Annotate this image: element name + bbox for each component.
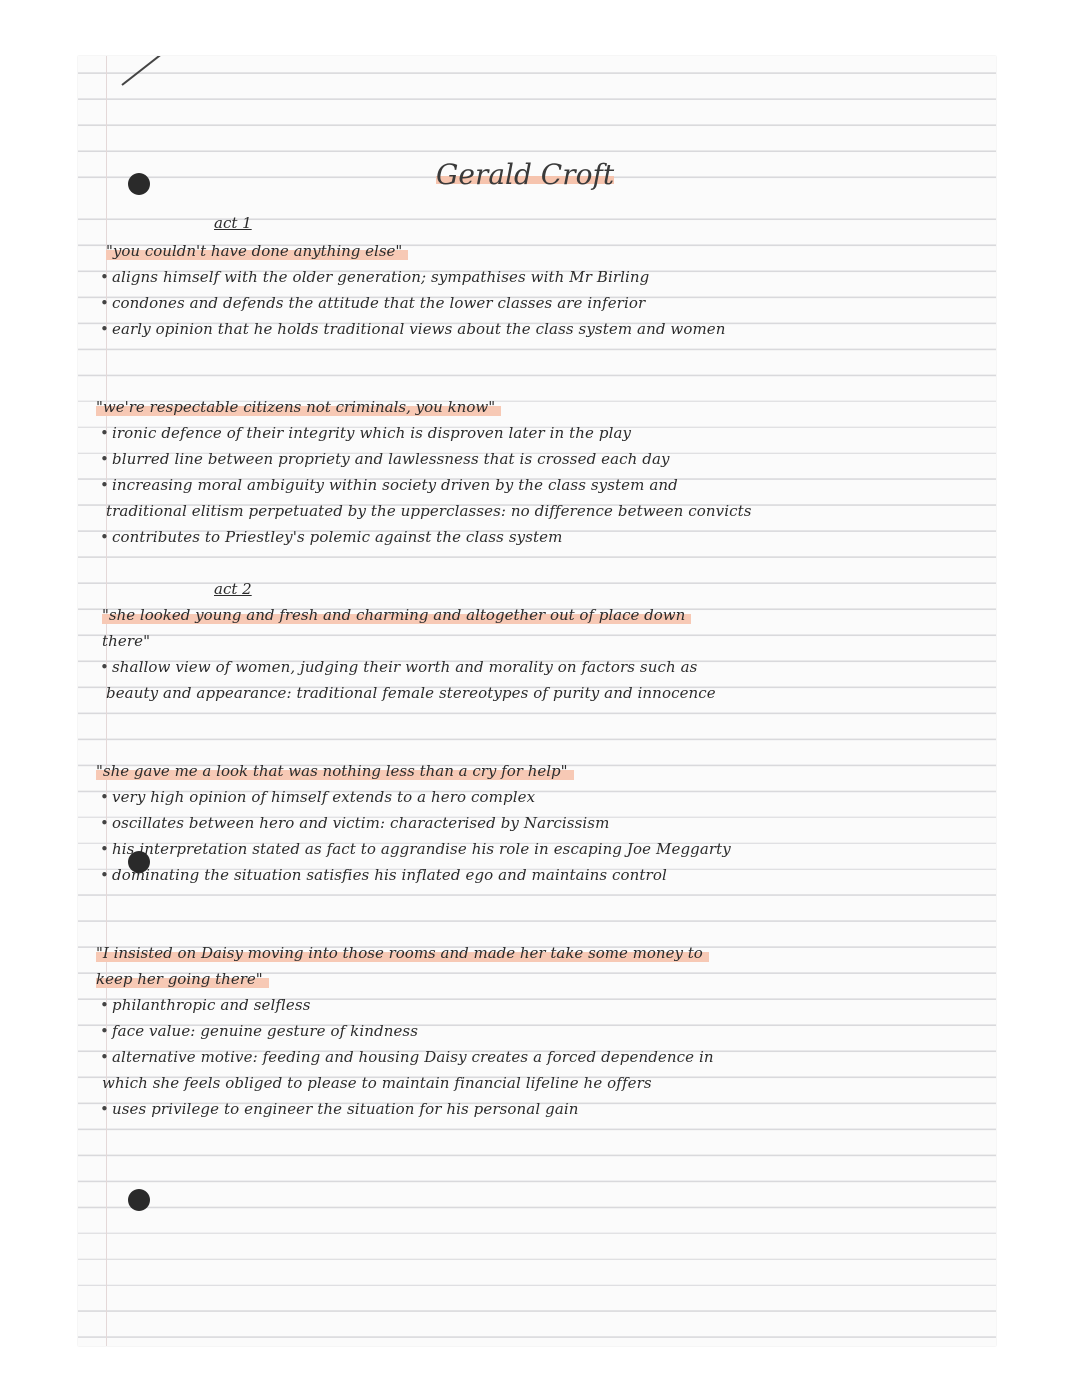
note-1-1: • aligns himself with the older generation; sympathises with Mr Birling xyxy=(112,266,649,288)
punch-hole-top xyxy=(128,173,150,195)
quote-2: "we're respectable citizens not criminals, you know" xyxy=(96,396,501,418)
note-2-1: • ironic defence of their integrity which is disproven later in the play xyxy=(112,422,631,444)
note-4-1: • very high opinion of himself extends to a hero complex xyxy=(112,786,535,808)
quote-4: "she gave me a look that was nothing less than a cry for help" xyxy=(96,760,574,782)
page-title: Gerald Croft xyxy=(436,158,615,191)
note-4-4: • dominating the situation satisfies his inflated ego and maintains control xyxy=(112,864,667,886)
note-1-3: • early opinion that he holds traditional views about the class system and women xyxy=(112,318,726,340)
punch-hole-bottom xyxy=(128,1189,150,1211)
quote-1: "you couldn't have done anything else" xyxy=(106,240,408,262)
quote-3-line-2: there" xyxy=(102,632,151,650)
quote-3-line-1: "she looked young and fresh and charming and altogether out of place down xyxy=(102,604,691,626)
note-3-1-cont: beauty and appearance: traditional female stereotypes of purity and innocence xyxy=(106,684,716,702)
note-2-4: • contributes to Priestley's polemic against the class system xyxy=(112,526,562,548)
note-5-2: • face value: genuine gesture of kindness xyxy=(112,1020,418,1042)
act-2-heading: act 2 xyxy=(214,580,252,598)
quote-5-line-2: keep her going there" xyxy=(96,968,269,990)
act-1-heading: act 1 xyxy=(214,214,252,232)
quote-5-line-1: "I insisted on Daisy moving into those rooms and made her take some money to xyxy=(96,942,709,964)
note-2-3-cont: traditional elitism perpetuated by the upperclasses: no difference between convicts xyxy=(106,502,752,520)
note-2-3: • increasing moral ambiguity within society driven by the class system and xyxy=(112,474,678,496)
note-5-1: • philanthropic and selfless xyxy=(112,994,311,1016)
note-4-2: • oscillates between hero and victim: characterised by Narcissism xyxy=(112,812,609,834)
pen-mark xyxy=(121,56,163,86)
note-3-1: • shallow view of women, judging their worth and morality on factors such as xyxy=(112,656,697,678)
note-1-2: • condones and defends the attitude that the lower classes are inferior xyxy=(112,292,645,314)
note-5-4: • uses privilege to engineer the situation for his personal gain xyxy=(112,1098,579,1120)
note-2-2: • blurred line between propriety and lawlessness that is crossed each day xyxy=(112,448,670,470)
note-5-3: • alternative motive: feeding and housing Daisy creates a forced dependence in xyxy=(112,1046,714,1068)
notebook-page xyxy=(78,56,996,1346)
note-5-3-cont: which she feels obliged to please to maintain financial lifeline he offers xyxy=(102,1074,652,1092)
note-4-3: • his interpretation stated as fact to aggrandise his role in escaping Joe Meggarty xyxy=(112,838,731,860)
